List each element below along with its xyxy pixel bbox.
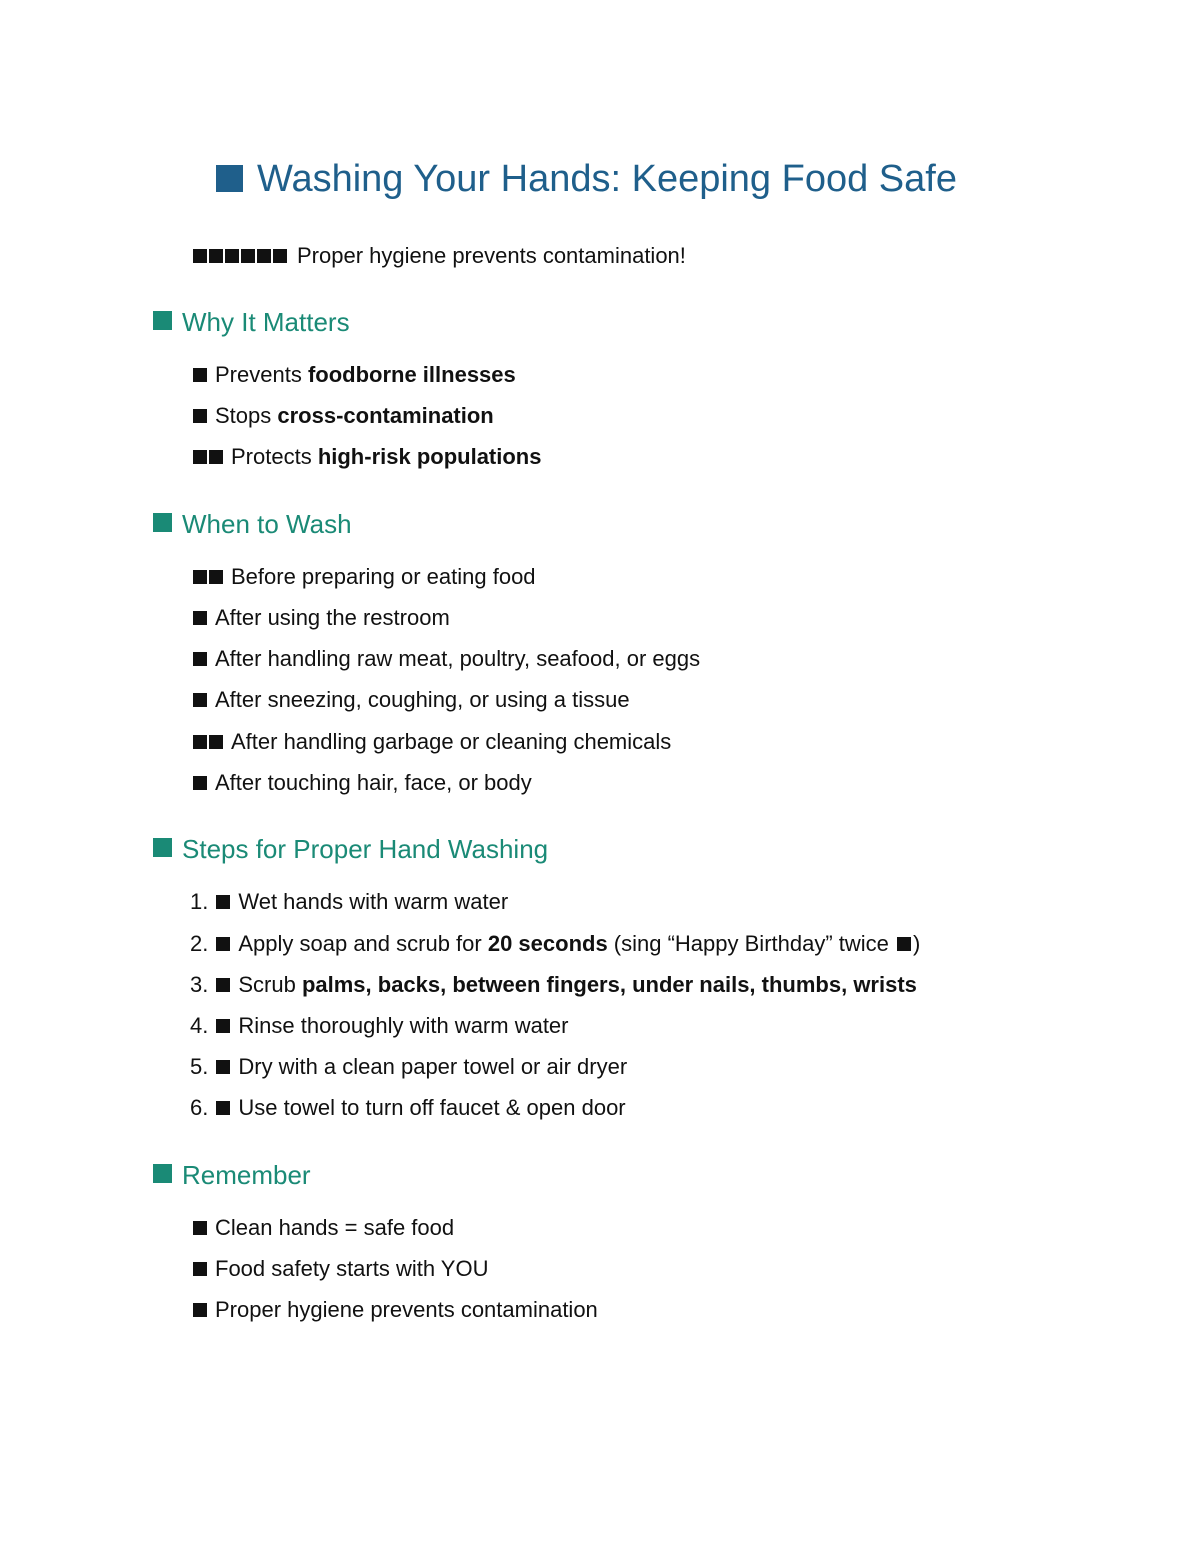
square-icon (209, 570, 223, 584)
square-icon (209, 450, 223, 464)
heading-square-icon (153, 311, 172, 330)
square-icon (273, 249, 287, 263)
section-heading-steps (153, 833, 548, 865)
step-number: 4. (190, 1013, 209, 1038)
step-number: 3. (190, 972, 209, 997)
numbered-step (190, 971, 917, 999)
list-item (193, 563, 536, 591)
square-icon (241, 249, 255, 263)
square-icon (193, 570, 207, 584)
item-text: After touching hair, face, or body (215, 770, 532, 795)
step-bold-text: palms, backs, between fingers, under nails, thumbs, wrists (301, 972, 917, 997)
step-text: (sing “Happy Birthday” twice (607, 931, 896, 956)
heading-text: When to Wash (182, 509, 352, 539)
item-text: Proper hygiene prevents contamination (215, 1297, 598, 1322)
item-bold-text: foodborne illnesses (307, 362, 516, 387)
step-text: Rinse thoroughly with warm water (238, 1013, 569, 1038)
square-icon (193, 611, 207, 625)
step-bold-text: 20 seconds (487, 931, 608, 956)
item-text: Before preparing or eating food (231, 564, 536, 589)
step-text: Use towel to turn off faucet & open door (238, 1095, 626, 1120)
step-text: Scrub (238, 972, 302, 997)
square-icon (216, 1101, 230, 1115)
numbered-step (190, 1094, 626, 1122)
square-icon (897, 937, 911, 951)
item-text: Protects (231, 444, 318, 469)
square-icon (193, 1303, 207, 1317)
subtitle (193, 242, 686, 270)
square-icon (193, 1262, 207, 1276)
heading-text: Steps for Proper Hand Washing (182, 834, 549, 864)
item-text: Stops (215, 403, 278, 428)
square-icon (193, 652, 207, 666)
heading-text: Remember (182, 1160, 311, 1190)
heading-square-icon (153, 838, 172, 857)
page-title-text: Washing Your Hands: Keeping Food Safe (257, 158, 957, 200)
page-title (216, 156, 957, 202)
item-text: After sneezing, coughing, or using a tissue (215, 687, 630, 712)
step-text: Dry with a clean paper towel or air dryer (238, 1054, 628, 1079)
item-text: Clean hands = safe food (215, 1215, 455, 1240)
item-text: After using the restroom (215, 605, 450, 630)
step-number: 1. (190, 889, 209, 914)
numbered-step (190, 930, 920, 958)
heading-text: Why It Matters (182, 307, 350, 337)
list-item (193, 443, 541, 471)
section-heading-remember (153, 1159, 311, 1191)
step-text: Apply soap and scrub for (238, 931, 488, 956)
square-icon (193, 735, 207, 749)
item-text: Food safety starts with YOU (215, 1256, 489, 1281)
item-text: After handling garbage or cleaning chemicals (231, 729, 672, 754)
list-item (193, 361, 516, 389)
list-item (193, 1296, 598, 1324)
step-text: ) (913, 931, 921, 956)
title-square-icon (216, 165, 243, 192)
item-bold-text: cross-contamination (277, 403, 494, 428)
list-item (193, 686, 630, 714)
list-item (193, 645, 700, 673)
square-icon (193, 368, 207, 382)
list-item (193, 728, 671, 756)
list-item (193, 402, 494, 430)
step-text: Wet hands with warm water (238, 889, 509, 914)
square-icon (257, 249, 271, 263)
square-icon (193, 1221, 207, 1235)
square-icon (216, 937, 230, 951)
square-icon (193, 776, 207, 790)
section-heading-why (153, 306, 350, 338)
square-icon (193, 693, 207, 707)
square-icons-row (193, 242, 289, 270)
square-icon (216, 1019, 230, 1033)
square-icon (193, 450, 207, 464)
subtitle-text: Proper hygiene prevents contamination! (297, 243, 686, 268)
square-icon (225, 249, 239, 263)
item-text: Prevents (215, 362, 308, 387)
list-item (193, 769, 532, 797)
heading-square-icon (153, 513, 172, 532)
list-item (193, 604, 450, 632)
square-icon (216, 895, 230, 909)
list-item (193, 1255, 488, 1283)
numbered-step (190, 1053, 627, 1081)
square-icon (216, 1060, 230, 1074)
square-icon (193, 249, 207, 263)
step-number: 6. (190, 1095, 209, 1120)
numbered-step (190, 1012, 569, 1040)
item-text: After handling raw meat, poultry, seafood, or eggs (215, 646, 701, 671)
list-item (193, 1214, 454, 1242)
square-icon (209, 735, 223, 749)
step-number: 5. (190, 1054, 209, 1079)
step-number: 2. (190, 931, 209, 956)
square-icon (209, 249, 223, 263)
heading-square-icon (153, 1164, 172, 1183)
numbered-step (190, 888, 508, 916)
square-icon (216, 978, 230, 992)
square-icon (193, 409, 207, 423)
section-heading-when (153, 508, 352, 540)
item-bold-text: high-risk populations (317, 444, 542, 469)
